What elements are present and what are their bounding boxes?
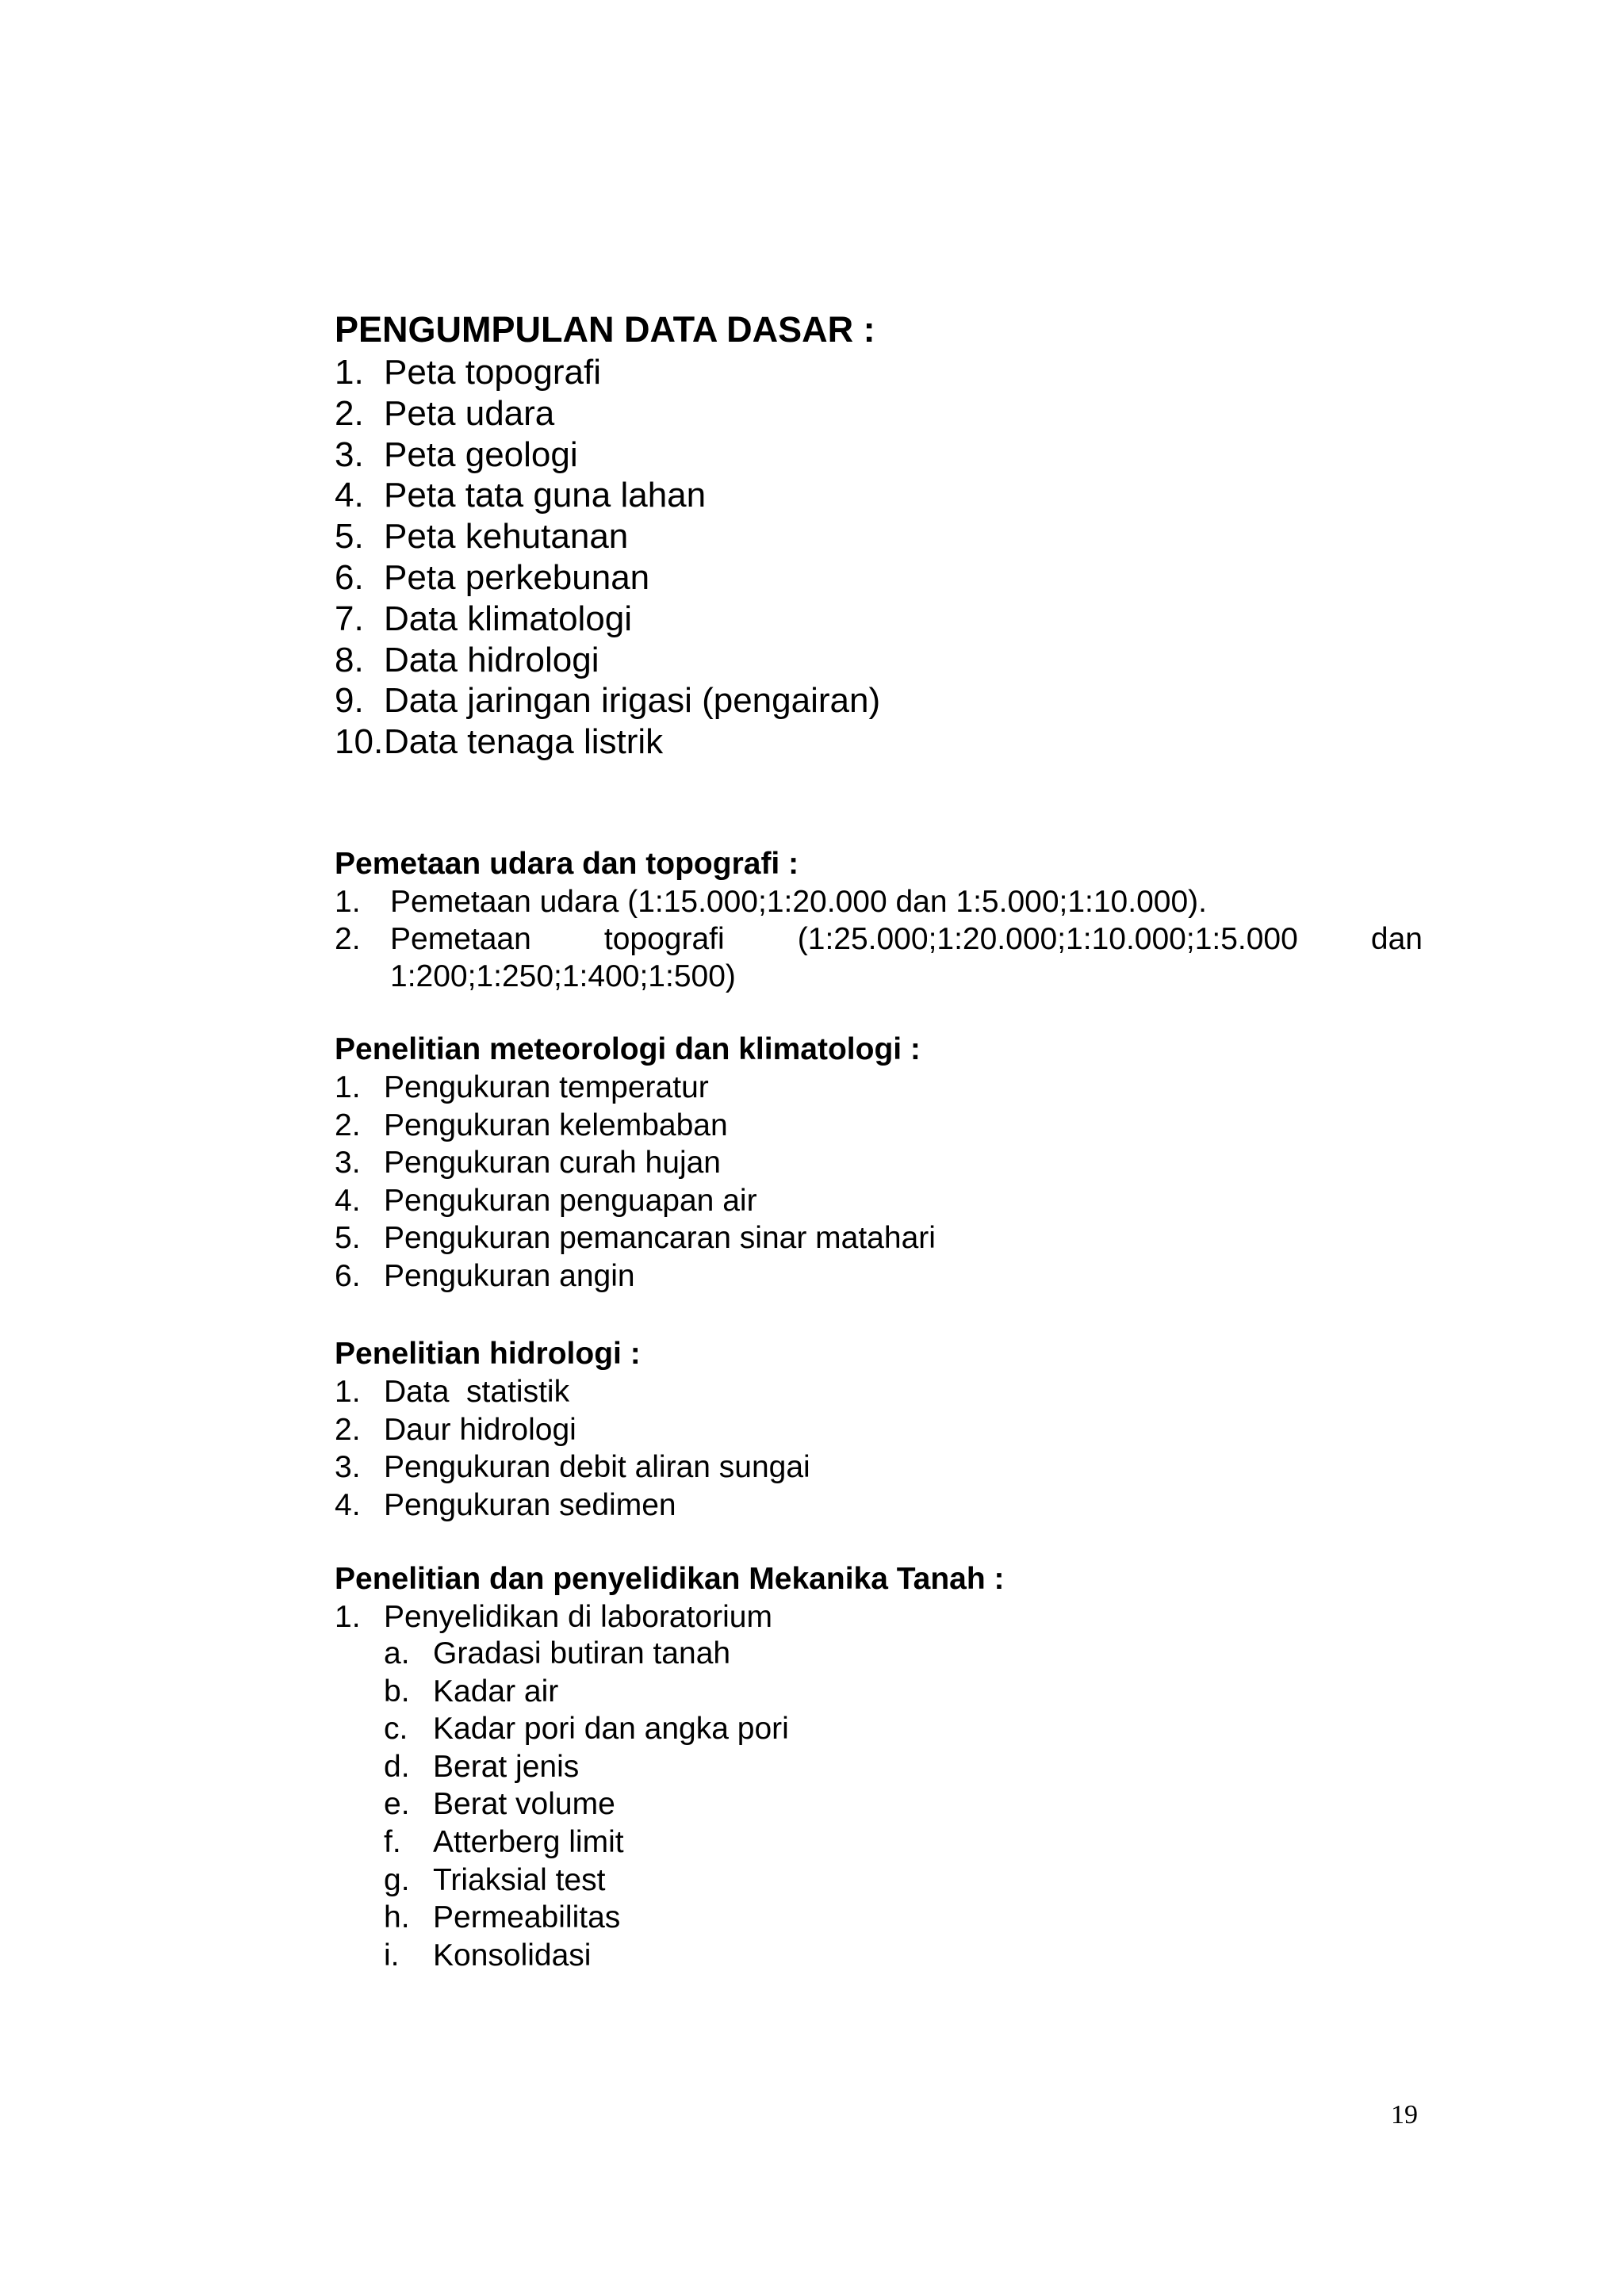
section-heading-mekanika: Penelitian dan penyelidikan Mekanika Tanah : (335, 1562, 1005, 1596)
list-item: 2. Pemetaan topografi (1:25.000;1:20.000;1:10.000;1:5.000 dan 1:200;1:250;1:400;1:500) (335, 922, 1423, 993)
section-heading-hidrologi: Penelitian hidrologi : (335, 1337, 641, 1371)
page-number: 19 (1391, 2100, 1418, 2130)
justified-line: Pemetaan topografi (1:25.000;1:20.000;1:10.000;1:5.000 dan (390, 922, 1423, 956)
document-page: PENGUMPULAN DATA DASAR : 1. Peta topografi 2. Peta udara 3. Peta geologi 4. Peta tata guna lahan 5. Peta kehutanan 6. Peta perkebunan 7. Data klimatologi 8. Data hidrologi 9. Data jaringan irigasi (pengairan) 10. Data tenaga listrik Pemetaan udara dan topografi : 1. Pemetaan udara (1:15.000;1:20.000 dan 1:5.000;1:10.000). 2. Pemetaan topografi (1:25.000;1:20.000;1:10.000;1:5.000 dan 1:200;1:250;1:400;1:500) Penelitian meteorologi dan klimatologi : 1. Pengukuran temperatur 2. Pengukuran kelembaban 3. Pengukuran curah hujan 4. Pengukuran penguapan air 5. Pengukuran pemancaran sinar matahari 6. Pengukuran angin Penelitian hidrologi : 1. Data statistik 2. Daur hidrologi 3. Pengukuran debit aliran sungai 4. Pengukuran sedimen Penelitian dan penyelidikan Mekanika Tanah : 1. Penyelidikan di laboratorium a. Gradasi butiran tanah b. Kadar air c. Kadar pori dan angka pori d. Berat jenis e. Berat volume f. Atterberg limit g. Triaksial test h. Permeabilitas i. Konsolidasi 19 (0, 0, 1624, 2296)
main-heading: PENGUMPULAN DATA DASAR : (335, 309, 875, 350)
pemetaan-list (335, 883, 1423, 995)
section-heading-meteorologi: Penelitian meteorologi dan klimatologi : (335, 1032, 921, 1066)
section-heading-pemetaan: Pemetaan udara dan topografi : (335, 847, 799, 881)
list-item: 1. Pemetaan udara (1:15.000;1:20.000 dan 1:5.000;1:10.000). (335, 885, 1207, 919)
